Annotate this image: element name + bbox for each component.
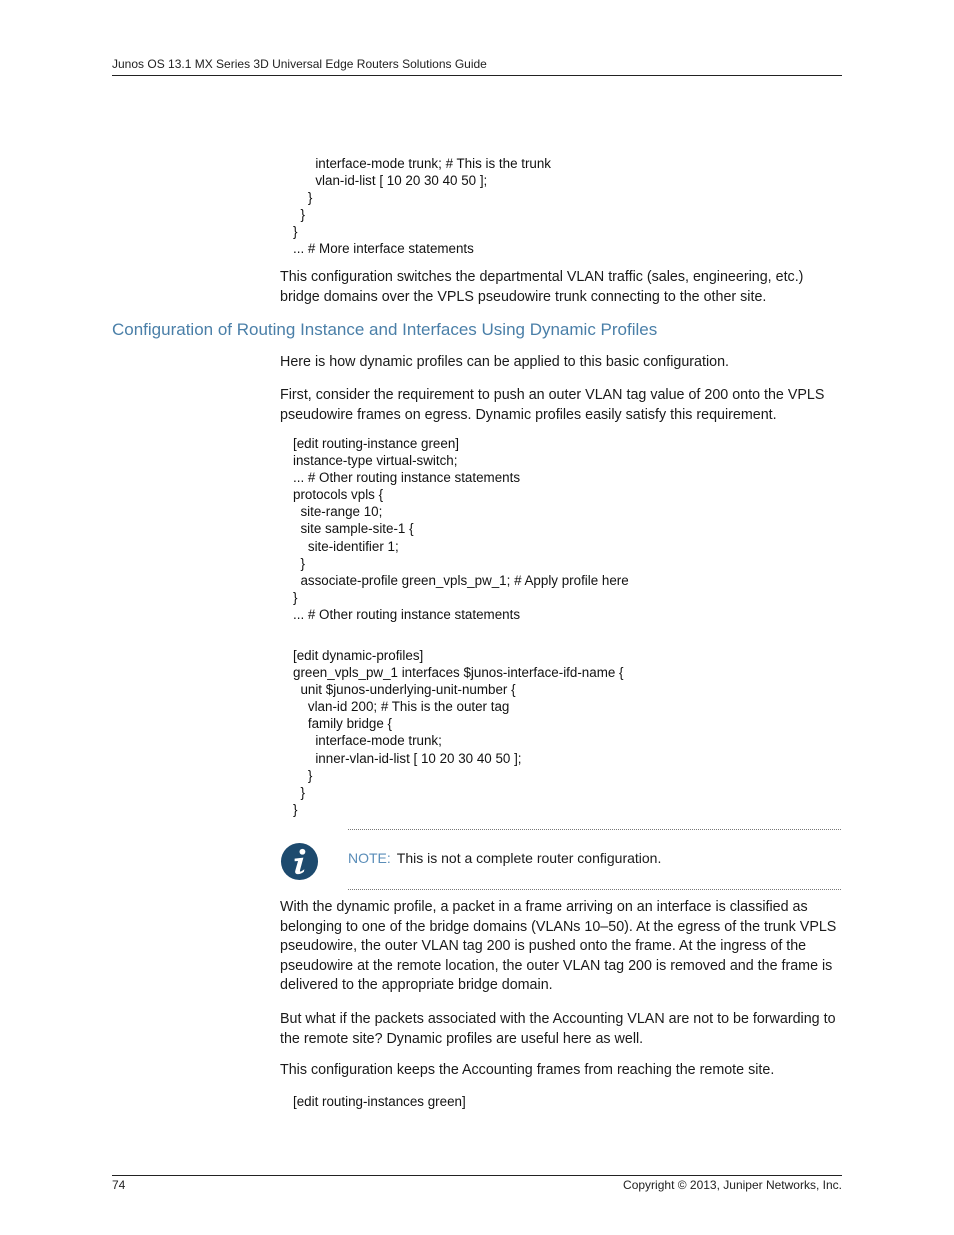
code-block-routing-instances-green: [edit routing-instances green] bbox=[293, 1094, 466, 1109]
paragraph-trunk-summary: This configuration switches the departmental VLAN traffic (sales, engineering, etc.) bridge domains over the VPLS pseudowire trunk connecting to the other site. bbox=[280, 269, 804, 305]
note-label: NOTE: bbox=[348, 850, 391, 866]
paragraph-accounting-question: But what if the packets associated with the Accounting VLAN are not to be forwarding to the remote site? Dynamic profiles are useful here as well. bbox=[280, 1011, 836, 1047]
paragraph-accounting-config: This configuration keeps the Accounting frames from reaching the remote site. bbox=[280, 1062, 775, 1078]
code-block-routing-instance: [edit routing-instance green] instance-type virtual-switch; ... # Other routing instance statements protocols vpls { site-range 10; site sample-site-1 { site-identifier 1; } associate-profile green_vpls_pw_1; # Apply profile here } ... # Other routing instance statements bbox=[293, 436, 629, 622]
note-text: This is not a complete router configuration. bbox=[396, 850, 662, 866]
section-heading: Configuration of Routing Instance and Interfaces Using Dynamic Profiles bbox=[112, 320, 658, 339]
footer-rule bbox=[112, 1175, 842, 1176]
code-block-interface-trunk: interface-mode trunk; # This is the trunk vlan-id-list [ 10 20 30 40 50 ]; } } } ... # More interface statements bbox=[293, 156, 552, 257]
copyright: Copyright © 2013, Juniper Networks, Inc. bbox=[623, 1178, 842, 1192]
paragraph-intro: Here is how dynamic profiles can be applied to this basic configuration. bbox=[280, 354, 730, 370]
note-top-rule bbox=[348, 829, 841, 830]
note bbox=[348, 850, 661, 866]
header-rule bbox=[112, 75, 842, 76]
paragraph-dynamic-profile-explanation: With the dynamic profile, a packet in a frame arriving on an interface is classified as belonging to one of the bridge domains (VLANs 10–50). At the egress of the trunk VPLS pseudowire, the outer VLAN tag 200 is pushed onto the frame. At the ingress of the pseudowire at the remote location, the outer VLAN tag 200 is removed and the frame is delivered to the appropriate bridge domain. bbox=[280, 899, 837, 993]
note-bottom-rule bbox=[348, 889, 841, 890]
page-number: 74 bbox=[112, 1178, 126, 1192]
paragraph-requirement: First, consider the requirement to push an outer VLAN tag value of 200 onto the VPLS pseudowire frames on egress. Dynamic profiles easily satisfy this requirement. bbox=[280, 387, 825, 423]
running-header: Junos OS 13.1 MX Series 3D Universal Edge Routers Solutions Guide bbox=[112, 57, 487, 71]
code-block-dynamic-profiles: [edit dynamic-profiles] green_vpls_pw_1 interfaces $junos-interface-ifd-name { unit $junos-underlying-unit-number { vlan-id 200; # This is the outer tag family bridge { interface-mode trunk; inner-vlan-id-list [ 10 20 30 40 50 ]; } } } bbox=[293, 648, 624, 817]
info-icon bbox=[280, 842, 319, 881]
